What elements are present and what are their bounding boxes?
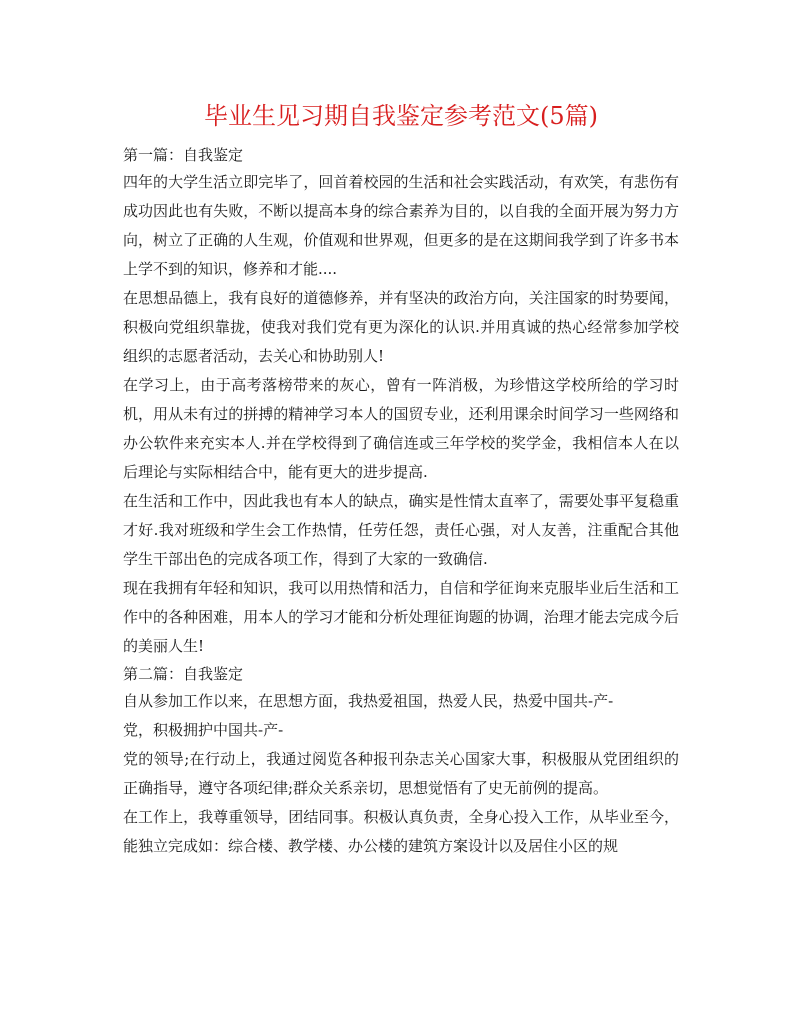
paragraph: 在工作上，我尊重领导，团结同事。积极认真负责，全身心投入工作，从毕业至今，能独立完成如：综合楼、教学楼、办公楼的建筑方案设计以及居住小区的规 bbox=[123, 808, 679, 855]
paragraph: 党的领导;在行动上，我通过阅览各种报刊杂志关心国家大事，积极服从党团组织的正确指导，遵守各项纪律;群众关系亲切，思想觉悟有了史无前例的提高。 bbox=[123, 750, 679, 797]
section-heading: 第二篇：自我鉴定 bbox=[123, 665, 244, 683]
document-title: 毕业生见习期自我鉴定参考范文(5篇) bbox=[204, 102, 598, 130]
paragraph: 自从参加工作以来，在思想方面，我热爱祖国，热爱人民，热爱中国共-产- bbox=[123, 692, 614, 710]
paragraph: 四年的大学生活立即完毕了，回首着校园的生活和社会实践活动，有欢笑，有悲伤有成功因此也有失败，不断以提高本身的综合素养为目的，以自我的全面开展为努力方向，树立了正确的人生观，价值观和世界观，但更多的是在这期间我学到了许多书本上学不到的知识，修养和才能.... bbox=[123, 173, 679, 278]
section-heading: 第一篇：自我鉴定 bbox=[123, 146, 244, 164]
paragraph: 在思想品德上，我有良好的道德修养，并有坚决的政治方向，关注国家的时势要闻，积极向党组织靠拢，使我对我们党有更为深化的认识.并用真诚的热心经常参加学校组织的志愿者活动，去关心和协助别人! bbox=[123, 289, 679, 365]
section-2 bbox=[123, 661, 679, 861]
paragraph: 党，积极拥护中国共-产- bbox=[123, 721, 284, 739]
paragraph: 在生活和工作中，因此我也有本人的缺点，确实是性情太直率了，需要处事平复稳重才好.我对班级和学生会工作热情，任劳任怨，责任心强，对人友善，注重配合其他学生干部出色的完成各项工作，得到了大家的一致确信. bbox=[123, 492, 679, 568]
paragraph: 在学习上，由于高考落榜带来的灰心，曾有一阵消极，为珍惜这学校所给的学习时机，用从未有过的拼搏的精神学习本人的国贸专业，还利用课余时间学习一些网络和办公软件来充实本人.并在学校得到了确信连或三年学校的奖学金，我相信本人在以后理论与实际相结合中，能有更大的进步提高. bbox=[123, 376, 679, 481]
section-1 bbox=[123, 142, 679, 661]
paragraph: 现在我拥有年轻和知识，我可以用热情和活力，自信和学征询来克服毕业后生活和工作中的各种困难，用本人的学习才能和分析处理征询题的协调，治理才能去完成今后的美丽人生! bbox=[123, 579, 679, 655]
document-page bbox=[123, 100, 679, 861]
